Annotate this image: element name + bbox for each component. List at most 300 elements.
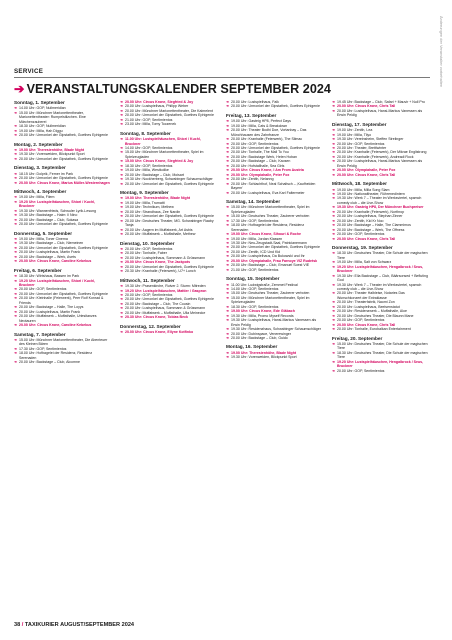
arrow-right-icon: ➔: [120, 260, 123, 265]
arrow-right-icon: ➔: [332, 322, 335, 327]
event-text: 20.00 Uhr: Muffatwerk – Muffathalle, Urlesitanzes Neotauren: [19, 314, 97, 323]
arrow-right-icon: ➔: [120, 269, 123, 274]
event-text: 20.00 Uhr: Lustspielhaus, Stephan Zinner: [337, 214, 403, 219]
arrow-right-icon: ➔: [332, 196, 335, 201]
arrow-right-icon: ➔: [120, 315, 123, 320]
calendar-columns: [14, 100, 430, 608]
day-heading: Dienstag, 3. September: [14, 165, 66, 171]
event-text: 19.00 Uhr: Milla, Trumatti: [125, 200, 165, 205]
event-text: 20.00 Uhr: Backstage – Club, Sokasa: [19, 217, 79, 222]
event-text: 18.15 Uhr: Dolprik, Ferner im Park: [19, 171, 74, 176]
event-text: 19.00 Uhr: Zenith, Lea: [337, 128, 373, 133]
event-text: 21.00 Uhr: GOP, Sentimientos: [231, 267, 279, 272]
arrow-right-icon: ➔: [14, 287, 17, 292]
arrow-right-icon: ➔: [14, 346, 17, 351]
day-block: [332, 245, 428, 332]
event-text: 19.20 Uhr: Lustspielhäuschen, Mattier / Gaspron: [125, 288, 207, 293]
event-text: 20.00 Uhr: Theater Bodhi Doe, Vortanbay – Das Münchhausen des Zahnfranze: [231, 128, 307, 137]
event-item: [120, 122, 216, 126]
day-block: [120, 190, 216, 236]
event-item: [226, 355, 322, 359]
event-item: [14, 157, 110, 161]
arrow-right-icon: ➔: [120, 168, 123, 173]
day-block: [14, 332, 110, 365]
arrow-right-icon: ➔: [226, 258, 229, 263]
day-heading: Sonntag, 1. September: [14, 100, 65, 105]
arrow-right-icon: ➔: [120, 100, 123, 104]
event-item: [332, 159, 428, 168]
event-text: 20.00 Uhr: GOP, Sentimientos: [125, 246, 173, 251]
event-text: 19.00 Uhr: Theresienhöhe, Blade Night: [231, 350, 297, 355]
event-text: 20.00 Uhr: Circus Krone, Caroline Kebekus: [19, 323, 92, 328]
event-text: 19.00 Uhr: Circus Krone, Ede Gläbach: [231, 309, 295, 314]
arrow-right-icon: ➔: [120, 113, 123, 118]
disclaimer-text: Änderungen der Veranstalter vorbehalten: [439, 16, 444, 88]
event-text: 19.20 Uhr: Lustspielhäuschen, Hengalbrock / Seus, Bruckner: [337, 359, 424, 369]
event-text: 20.00 Uhr: Muffatwerk – Muffathalle, Methew: [125, 232, 196, 237]
arrow-right-icon: ➔: [226, 336, 229, 341]
event-text: 20.00 Uhr: Backstage – Club, Alcomne: [19, 360, 80, 365]
arrow-right-icon: ➔: [226, 355, 229, 360]
event-text: 20.00 Uhr: Theater Halbleise, Notaries Das Wunschkonzert der Extraklasse: [337, 291, 405, 300]
event-text: 19.30 Uhr: Ella Backstage – Club, Bäärsonsed + Befluting God: [337, 273, 428, 283]
event-text: 20.00 Uhr: Lustspielhaus, Philipp Weber: [125, 104, 189, 109]
event-text: 19.00 Uhr: Milla, Westkolike: [125, 168, 169, 173]
event-text: 20.00 Uhr: GOP, Sentimientos: [337, 232, 385, 237]
event-item: [226, 182, 322, 191]
event-text: 20.00 Uhr: Olympiahalle, Frau Farnoye VIZ Rudetsk: [231, 258, 318, 263]
arrow-right-icon: ➔: [120, 104, 123, 109]
event-text: 20.00 Uhr: Backstage – Club, Guido: [231, 336, 288, 341]
arrow-right-icon: ➔: [226, 318, 229, 323]
event-item: [120, 182, 216, 186]
arrow-right-icon: ➔: [332, 341, 335, 346]
arrow-right-icon: ➔: [332, 264, 335, 269]
arrow-right-icon: ➔: [226, 304, 229, 309]
arrow-right-icon: ➔: [120, 292, 123, 297]
day-block: [14, 165, 110, 185]
arrow-right-icon: ➔: [226, 263, 229, 268]
day-block: [120, 324, 216, 335]
event-text: 19.30 Uhr: Nockherberg, Schwabinger Schaumschläger: [125, 177, 213, 182]
arrow-right-icon: ➔: [226, 100, 229, 104]
event-text: 20.00 Uhr: Zenith, ICD Und Kid: [231, 249, 281, 254]
page-footer: [14, 622, 134, 628]
event-text: 20.00 Uhr: Theaterfabrik, Naomi Zon: [337, 300, 395, 305]
arrow-right-icon: ➔: [226, 282, 229, 287]
event-text: 20.00 Uhr: Lustspielhaus, Martin Frank: [19, 309, 81, 314]
arrow-right-icon: ➔: [14, 106, 17, 111]
event-text: 20.00 Uhr: Backstage – Halle, The Clammimos: [337, 223, 411, 228]
event-highlight: [332, 360, 428, 369]
event-text: 20.00 Uhr: GOP, Sentimientos: [19, 287, 67, 292]
event-text: 15.00 Uhr: Münchner Marionettentheater, Spiel im Spielzeugladen: [125, 150, 204, 159]
arrow-right-icon: ➔: [14, 82, 25, 96]
day-block: [14, 231, 110, 264]
event-text: 19.30 Uhr: Gasteig HP8, Der Münchner Buchpreiser: [337, 205, 424, 210]
event-text: 20.00 Uhr: Münchner Marionettentheater, Die Kalmelent: [125, 108, 213, 113]
day-block: [226, 199, 322, 272]
event-item: [226, 318, 322, 327]
day-heading: Samstag, 7. September: [14, 331, 66, 337]
arrow-right-icon: ➔: [14, 180, 17, 185]
event-highlight: [14, 259, 110, 263]
event-item: [332, 291, 428, 300]
event-item: [226, 104, 322, 108]
arrow-right-icon: ➔: [120, 297, 123, 302]
arrow-right-icon: ➔: [226, 163, 229, 168]
event-text: 17.30 Uhr: GOP, Sentimientos: [231, 218, 279, 223]
event-text: 19.30 Uhr: Vorenweiden, Blickpunkt Sport: [19, 152, 85, 157]
event-item: [226, 205, 322, 214]
event-text: 20.00 Uhr: Lustspielhaus, Hansi-Markus Vanessen als Erwin Peldig: [337, 159, 423, 168]
arrow-right-icon: ➔: [226, 232, 229, 237]
event-text: 18.30 Uhr: Deutsches Theater, Die Schule der magischen Tiere: [337, 251, 428, 260]
event-item: [226, 128, 322, 137]
arrow-right-icon: ➔: [120, 288, 123, 293]
event-text: 20.00 Uhr: Circus Krone, Chris Tall: [337, 172, 396, 177]
event-text: 19.30 Uhr: Residenzhaus, Schwabinger Schaumschläger: [231, 327, 321, 332]
day-heading: Sonntag, 8. September: [120, 130, 171, 136]
arrow-right-icon: ➔: [332, 187, 335, 192]
arrow-right-icon: ➔: [120, 310, 123, 315]
event-text: 19.00 Uhr: Milla, Cats & Breakdown: [231, 123, 288, 128]
event-text: 19.00 Uhr: Milla, Fiiem: [19, 195, 55, 200]
arrow-right-icon: ➔: [14, 278, 17, 283]
arrow-right-icon: ➔: [226, 154, 229, 159]
event-text: 20.00 Uhr: Tonhalle, Eurobalkan Entertainment: [337, 327, 411, 332]
arrow-right-icon: ➔: [14, 291, 17, 296]
event-text: 20.00 Uhr: Lustspielhaus, Da Bukowski und Ihr: [231, 254, 305, 259]
event-item: [120, 269, 216, 273]
arrow-right-icon: ➔: [332, 214, 335, 219]
event-highlight: [120, 315, 216, 319]
arrow-right-icon: ➔: [332, 350, 335, 355]
calendar-column-1: [14, 100, 110, 608]
arrow-right-icon: ➔: [332, 327, 335, 332]
day-block: [14, 189, 110, 227]
arrow-right-icon: ➔: [120, 227, 123, 232]
event-text: 20.00 Uhr: Urmonkel der Gipstathek, Goethes Ephigenie: [231, 104, 320, 109]
event-text: 15.00 Uhr: Münchner Marionettentheater, Spiel im Spielzeugladen: [231, 205, 310, 214]
publication-name: TAXIKURIER: [24, 622, 59, 628]
arrow-right-icon: ➔: [14, 128, 17, 133]
event-text: 18.30 Uhr: Deutsches Theater, Die Schule der magischen Tiere: [337, 350, 428, 360]
event-text: 19.00 Uhr: Theresienhöhe, Blade Night: [19, 147, 85, 152]
event-text: 20.00 Uhr: Backstage – Club, The Cousin: [125, 301, 191, 306]
event-text: 19.30 Uhr: Neu-Zeugstadt-Saal, Patricianemann: [231, 241, 307, 246]
event-text: 18.30 Uhr: Wirtshaus, Bassen im Park: [19, 274, 80, 279]
event-text: 20.00 Uhr: Circus Krone, Chris Tall: [337, 104, 396, 109]
event-highlight: [14, 279, 110, 288]
event-text: 20.00 Uhr: Circus Krone, Chris Tall: [337, 236, 396, 241]
event-text: 19.00 Uhr: Milla, Tilyo: [337, 132, 372, 137]
arrow-right-icon: ➔: [120, 200, 123, 205]
event-text: 15.00 Uhr: Deutsches Theater, Zauberer verboten: [231, 291, 310, 296]
event-text: 20.30 Uhr: Circus Krone, Tobias Beck: [125, 315, 189, 320]
arrow-right-icon: ➔: [14, 133, 17, 138]
arrow-right-icon: ➔: [120, 108, 123, 113]
event-text: 20.00 Uhr: Lustspielhaus, Hansi-Markus Vanessen als Erwin Peldig: [337, 108, 423, 118]
event-highlight: [332, 173, 428, 177]
arrow-right-icon: ➔: [226, 214, 229, 219]
event-text: 15.00 Uhr: Circus Krone, Siegfried & Joy: [125, 159, 194, 164]
arrow-right-icon: ➔: [332, 282, 335, 287]
arrow-right-icon: ➔: [226, 190, 229, 195]
day-heading: Montag, 16. September: [226, 344, 278, 350]
event-text: 18.30 Uhr: GOP, Sentimientos: [125, 163, 173, 168]
day-heading: Donnerstag, 12. September: [120, 323, 181, 329]
arrow-right-icon: ➔: [332, 159, 335, 164]
event-text: 23.00 Uhr: Milla, Tomy Toczenek: [125, 122, 177, 127]
event-text: 19.20 Uhr: Lustspielhäuschen, Shiori / Kuchl, Bruckner: [19, 278, 96, 288]
event-text: 20.00 Uhr: Backstage – Club, Emanuel Soest VIE: [231, 263, 310, 268]
arrow-right-icon: ➔: [226, 150, 229, 155]
day-heading: Freitag, 13. September: [226, 112, 277, 118]
arrow-right-icon: ➔: [226, 254, 229, 259]
arrow-right-icon: ➔: [14, 254, 17, 259]
event-item: [14, 338, 110, 347]
arrow-right-icon: ➔: [332, 108, 335, 113]
arrow-right-icon: ➔: [332, 236, 335, 241]
day-heading: Dienstag, 10. September: [120, 240, 175, 246]
day-heading: Samstag, 14. September: [226, 199, 281, 204]
arrow-right-icon: ➔: [226, 137, 229, 142]
event-text: 19.30 Uhr: Werk 7 – Theater im Werksviertel, spamch comedy club – die Live-Show: [337, 282, 422, 292]
arrow-right-icon: ➔: [14, 237, 17, 242]
arrow-right-icon: ➔: [14, 171, 17, 176]
event-text: 19.00 Uhr: Gasteig HP8, Perfect Days: [231, 119, 291, 124]
event-item: [14, 360, 110, 364]
arrow-right-icon: ➔: [14, 241, 17, 246]
day-block: [120, 241, 216, 274]
event-item: [120, 219, 216, 228]
arrow-right-icon: ➔: [332, 205, 335, 210]
arrow-right-icon: ➔: [332, 368, 335, 373]
event-text: 11.00 Uhr: Ludwigstraße, Zemmet Festival: [231, 282, 298, 287]
page-number: 38: [14, 622, 21, 628]
event-text: 20.00 Uhr: Lustspielhaus, Falk: [231, 100, 279, 104]
arrow-right-icon: ➔: [226, 267, 229, 272]
arrow-right-icon: ➔: [332, 100, 335, 104]
arrow-right-icon: ➔: [120, 330, 123, 335]
event-text: 19.00 Uhr: Theresienhöhe, Blade Night: [125, 196, 191, 201]
event-text: 20.30 Uhr: Kranhalle (Feierwerk), U7+ Lunch: [125, 269, 196, 274]
arrow-right-icon: ➔: [120, 177, 123, 182]
event-text: 20.00 Uhr: Olympiahalle, Peter Fox: [231, 172, 290, 177]
event-text: 20.00 Uhr: Theater, Brettlwinter: [337, 146, 387, 151]
event-text: 15.00 Uhr: Münchner Marionettentheater, Die Abenteuer des Kleinen Bären: [19, 337, 108, 347]
day-block: [14, 268, 110, 328]
arrow-right-icon: ➔: [14, 199, 17, 204]
arrow-right-icon: ➔: [120, 150, 123, 155]
event-text: 20.00 Uhr: Urmonkel der Gipstathek, Goethes Ephigenie: [19, 291, 108, 296]
day-block: [226, 100, 322, 109]
event-item: [14, 314, 110, 323]
event-text: 20.00 Uhr: Schlachthof, Neal Schaltsch – ‚Kaufhelden Bayern': [231, 181, 316, 191]
event-text: 14.00 Uhr: GOP, Sentimientos: [231, 287, 279, 292]
day-heading: Mittwoch, 4. September: [14, 189, 67, 195]
event-text: 19.30 Uhr: Backstage – Club, Niemeinen: [19, 241, 84, 246]
arrow-right-icon: ➔: [14, 323, 17, 328]
event-item: [332, 327, 428, 331]
event-text: 20.00 Uhr: Olympiahalle, Peter Fox: [337, 168, 396, 173]
arrow-right-icon: ➔: [332, 309, 335, 314]
event-item: [226, 336, 322, 340]
event-text: 19.45 Uhr: Backstage – Club, Safari + Mauvir + Null Pro: [337, 100, 425, 104]
arrow-right-icon: ➔: [226, 119, 229, 124]
arrow-right-icon: ➔: [14, 208, 17, 213]
event-text: 20.00 Uhr: Kleinhalle (Feierwerk), Peer Rolf Konrad & Friends: [19, 296, 104, 305]
arrow-right-icon: ➔: [226, 331, 229, 336]
arrow-right-icon: ➔: [226, 287, 229, 292]
event-text: 19.00 Uhr: Milla, Jordan Klassen: [231, 236, 283, 241]
arrow-right-icon: ➔: [14, 351, 17, 356]
arrow-right-icon: ➔: [120, 218, 123, 223]
event-text: 14.00 Uhr: GOP, Nullmeridian: [19, 106, 66, 111]
arrow-right-icon: ➔: [14, 110, 17, 115]
calendar-column-4: [332, 100, 428, 608]
event-text: 15.00 Uhr: Deutsches Theater, Die Schule der magischen Tiere: [337, 341, 428, 351]
arrow-right-icon: ➔: [14, 156, 17, 161]
section-divider: [14, 77, 430, 78]
day-block: [332, 100, 428, 118]
arrow-right-icon: ➔: [332, 223, 335, 228]
disclaimer-sidebar: [437, 16, 447, 276]
event-text: 20.00 Uhr: Backstage – Werk, Avets: [19, 254, 76, 259]
event-text: 20.00 Uhr: GOP, Sentimientos: [231, 141, 279, 146]
arrow-right-icon: ➔: [14, 360, 17, 365]
day-heading: Sonntag, 15. September: [226, 276, 280, 282]
day-heading: Montag, 2. September: [14, 141, 63, 147]
day-block: [332, 181, 428, 241]
event-text: 19.00 Uhr: Milla, Salt von Schwarz: [337, 260, 392, 265]
arrow-right-icon: ➔: [120, 181, 123, 186]
event-text: 20.00 Uhr: Urmonkel der Gipstathek, Goethes Ephigenie: [231, 245, 320, 250]
event-text: 15.00 Uhr: Deutsches Theater, Zauberer verboten: [231, 214, 310, 219]
arrow-right-icon: ➔: [332, 318, 335, 323]
event-text: 20.00 Uhr: Tonhalle, The Mall To You: [231, 150, 289, 155]
arrow-right-icon: ➔: [332, 137, 335, 142]
event-text: 20.00 Uhr: Kranhalle (Feierwerk), The Silmac: [231, 137, 303, 142]
event-highlight: [120, 330, 216, 334]
arrow-right-icon: ➔: [332, 359, 335, 364]
event-text: 20.00 Uhr: Aagern im Muffatwerk, Art Asbis: [125, 227, 193, 232]
event-text: 19.20 Uhr: Lustspielhäuschen, Shiori / Kuchl, Bruckner: [19, 199, 96, 209]
event-text: 19.00 Uhr: Milla, Toner Cinema: [19, 237, 68, 242]
event-item: [120, 232, 216, 236]
event-text: 20.00 Uhr: Lustspielhaus, Eva Karl Faltermeier: [231, 190, 305, 195]
event-highlight: [14, 323, 110, 327]
arrow-right-icon: ➔: [226, 327, 229, 332]
day-block: [332, 122, 428, 177]
arrow-right-icon: ➔: [14, 176, 17, 181]
event-text: 20.00 Uhr: Lustspielhaus, Sommann & Grüssmann: [125, 255, 206, 260]
event-text: 20.00 Uhr: Circus Krone, Caroline Kebekus: [19, 259, 92, 264]
event-text: 20.00 Uhr: Lustspielhaus, Beelsenstatut: [337, 304, 400, 309]
event-highlight: [120, 137, 216, 146]
event-item: [332, 109, 428, 118]
event-text: 20.00 Uhr: Circus Krone, The Jackpots: [125, 260, 191, 265]
event-text: 20.00 Uhr: Backstage Werk, Helen Hoban: [231, 154, 297, 159]
event-text: 18.30 Uhr: GOP, Nullmeridian: [19, 124, 66, 129]
event-text: 20.00 Uhr: Circus Krone, Chris Tall: [337, 322, 396, 327]
event-highlight: [14, 181, 110, 185]
arrow-right-icon: ➔: [120, 209, 123, 214]
arrow-right-icon: ➔: [120, 163, 123, 168]
day-block: [120, 278, 216, 320]
day-block: [226, 276, 322, 340]
day-block: [14, 100, 110, 138]
calendar-column-3: [226, 100, 322, 608]
arrow-right-icon: ➔: [332, 291, 335, 296]
event-text: 19.30 Uhr: Wannenfrieds, Schwuler Lyrik-Lesung: [19, 208, 97, 213]
event-text: 20.00 Uhr: Urmonkel der Gipstathek, Goethes Ephigenie: [19, 176, 108, 181]
arrow-right-icon: ➔: [14, 217, 17, 222]
event-text: 19.00 Uhr: Milla, Hah Diggu: [19, 128, 63, 133]
arrow-right-icon: ➔: [332, 104, 335, 109]
arrow-right-icon: ➔: [14, 309, 17, 314]
event-item: [226, 223, 322, 232]
event-item: [226, 268, 322, 272]
arrow-right-icon: ➔: [332, 132, 335, 137]
day-heading: Mittwoch, 18. September: [332, 181, 387, 187]
event-text: 15.00 Uhr: Münchner Marionettentheater, Spiel im Spielzeugladen: [231, 295, 310, 305]
event-text: 15.00 Uhr: Münchner Marionettentheater, Marionettentheater: Rumpelstilzchen. Eine Märchenzauberei: [19, 110, 86, 124]
arrow-right-icon: ➔: [120, 232, 123, 237]
event-text: 18.30 Uhr: GOP, Sentimientos: [231, 304, 279, 309]
event-text: 19.30 Uhr: Milla, Promo Myself Records: [231, 313, 294, 318]
event-text: 20.00 Uhr: Backstage – Club, Kaosen: [231, 159, 291, 164]
event-text: 20.00 Uhr: Lustspielhaus, Martin Frank: [19, 250, 81, 255]
arrow-right-icon: ➔: [14, 250, 17, 255]
event-text: 20.00 Uhr: Kranhalle (Feierwerk), Andreadi Rock: [337, 154, 414, 159]
arrow-right-icon: ➔: [332, 313, 335, 318]
arrow-right-icon: ➔: [332, 227, 335, 232]
arrow-right-icon: ➔: [332, 141, 335, 146]
day-heading: Donnerstag, 5. September: [14, 230, 73, 236]
event-text: 20.00 Uhr: Urmonkel der Gipstathek, Goethes Ephigenie: [19, 156, 108, 161]
arrow-right-icon: ➔: [120, 264, 123, 269]
arrow-right-icon: ➔: [226, 141, 229, 146]
arrow-right-icon: ➔: [120, 301, 123, 306]
page-title-text: VERANSTALTUNGSKALENDER SEPTEMBER 2024: [26, 82, 331, 96]
arrow-right-icon: ➔: [226, 177, 229, 182]
arrow-right-icon: ➔: [14, 337, 17, 342]
arrow-right-icon: ➔: [226, 205, 229, 210]
event-text: 17.30 Uhr: GOP, Sentimientos: [19, 346, 67, 351]
event-item: [332, 274, 428, 283]
event-text: 20.00 Uhr: Zenith, Kid Kr Noo: [337, 218, 384, 223]
event-text: 14.00 Uhr: GOP, Sentimientos: [125, 146, 173, 151]
event-text: 20.00 Uhr: Urmonkel der Gipstathek, Goethes Ephigenie: [19, 245, 108, 250]
event-text: 20.00 Uhr: Tonhalle, Faber: [125, 251, 167, 256]
event-text: 20.00 Uhr: GOP, Sentimientos: [337, 141, 385, 146]
event-text: 20.00 Uhr: Residenzwerk – Muffathalle, Aloe: [337, 309, 407, 314]
event-text: 20.00 Uhr: Urmonkel der Gipstathek, Goethes Ephigenie: [19, 133, 108, 138]
calendar-column-2: [120, 100, 216, 608]
event-text: 19.30 Uhr: Vorenweiden, Blickpunkt Sport: [231, 355, 297, 360]
arrow-right-icon: ➔: [332, 273, 335, 278]
event-text: 20.00 Uhr: Urmonkel der Gipstathek, Goethes Ephigenie: [125, 113, 214, 118]
event-text: 20.00 Uhr: Urmonkel der Gipstathek, Goethes Ephigenie: [125, 264, 214, 269]
arrow-right-icon: ➔: [226, 295, 229, 300]
day-heading: Mittwoch, 11. September: [120, 277, 175, 283]
event-text: 20.00 Uhr: Kranhalle (Feierwerk), Der Mikrae Englistrong: [337, 150, 427, 155]
event-item: [226, 296, 322, 305]
arrow-right-icon: ➔: [120, 306, 123, 311]
arrow-right-icon: ➔: [120, 246, 123, 251]
